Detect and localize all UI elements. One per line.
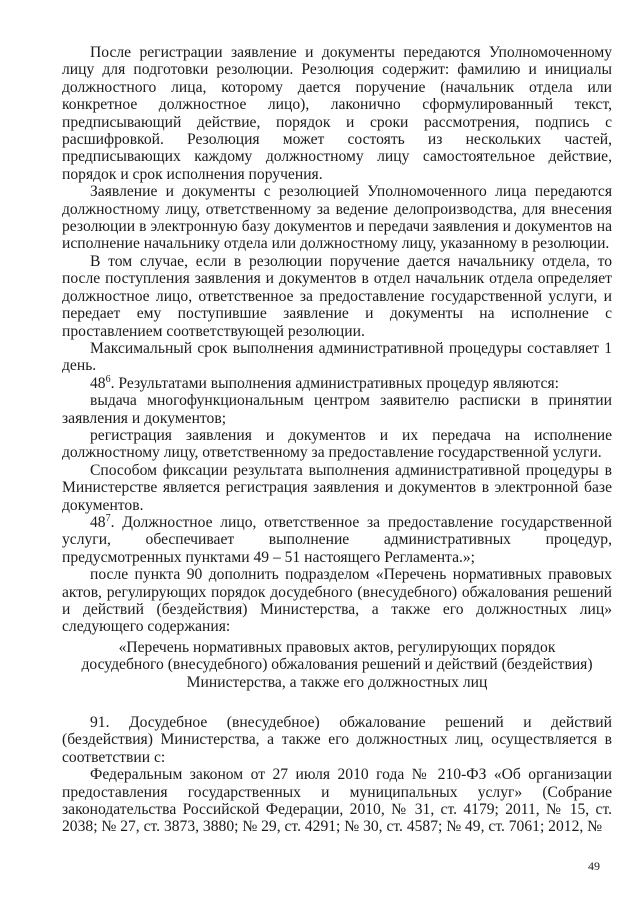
paragraph-max-term: Максимальный срок выполнения административной процедуры составляет 1 день.	[62, 339, 612, 375]
paragraph-receipt: выдача многофункциональным центром заявителю расписки в принятии заявления и документов;	[62, 392, 612, 427]
paragraph-registration: регистрация заявления и документов и их передача на исполнение должностному лицу, ответственному за предоставление государственной услуги.	[62, 426, 612, 462]
clause-number: 48	[90, 374, 106, 392]
paragraph-amendment: после пункта 90 дополнить подразделом «Перечень нормативных правовых актов, регулирующих порядок досудебного (внесудебного) обжалования решений и действий (бездействия) Министерства, а также его должностных лиц» следующего содержания:	[62, 566, 612, 636]
page-number: 49	[588, 859, 600, 873]
section-heading-line: Министерства, а также его должностных лиц	[186, 673, 488, 691]
paragraph-transfer: Заявление и документы с резолюцией Уполномоченного лица передаются должностному лицу, ответственному за ведение делопроизводства, для внесения резолюции в электронную базу документов и передачи заявления и документов на исполнение начальнику отдела или должностному лицу, указанному в резолюции.	[62, 183, 612, 253]
section-heading-line: досудебного (внесудебного) обжалования решений и действий (бездействия)	[81, 656, 593, 674]
clause-text: . Результатами выполнения административных процедур являются:	[110, 374, 559, 392]
clause-48-6	[62, 375, 612, 392]
paragraph-resolution: После регистрации заявление и документы передаются Уполномоченному лицу для подготовки резолюции. Резолюция содержит: фамилию и инициалы должностного лица, которому дается поручение (начальник отдела или конкретное должностное лицо), лаконично сформулированный текст, предписывающий действие, порядок и сроки рассмотрения, подпись с расшифровкой. Резолюция может состоять из нескольких частей, предписывающих каждому должностному лицу самостоятельное действие, порядок и срок исполнения поручения.	[62, 44, 612, 183]
clause-superscript: 6	[105, 373, 111, 385]
clause-number: 48	[90, 513, 106, 531]
clause-text: . Должностное лицо, ответственное за предоставление государственной услуги, обеспечивает выполнение административных процедур, предусмотренных пунктами 49 – 51 настоящего Регламента.»;	[62, 513, 612, 566]
clause-48-7	[62, 514, 612, 566]
paragraph-91: 91. Досудебное (внесудебное) обжалование решений и действий (бездействия) Министерства, а также его должностных лиц, осуществляется в соответствии с:	[62, 714, 612, 766]
section-heading	[62, 639, 612, 691]
section-heading-line: «Перечень нормативных правовых актов, регулирующих порядок	[118, 638, 556, 656]
paragraph-department-head: В том случае, если в резолюции поручение дается начальнику отдела, то после поступления заявления и документов в отдел начальник отдела определяет должностное лицо, ответственное за предоставление государственной услуги, и передает ему поступившие заявление и документы на исполнение с проставлением соответствующей резолюции.	[62, 252, 612, 340]
paragraph-federal-law: Федеральным законом от 27 июля 2010 года № 210-ФЗ «Об организации предоставления государственных и муниципальных услуг» (Собрание законодательства Российской Федерации, 2010, № 31, ст. 4179; 2011, № 15, ст. 2038; № 27, ст. 3873, 3880; № 29, ст. 4291; № 30, ст. 4587; № 49, ст. 7061; 2012, №	[62, 766, 612, 836]
clause-superscript: 7	[105, 512, 111, 524]
paragraph-fixation: Способом фиксации результата выполнения административной процедуры в Министерстве является регистрация заявления и документов в электронной базе документов.	[62, 461, 612, 514]
